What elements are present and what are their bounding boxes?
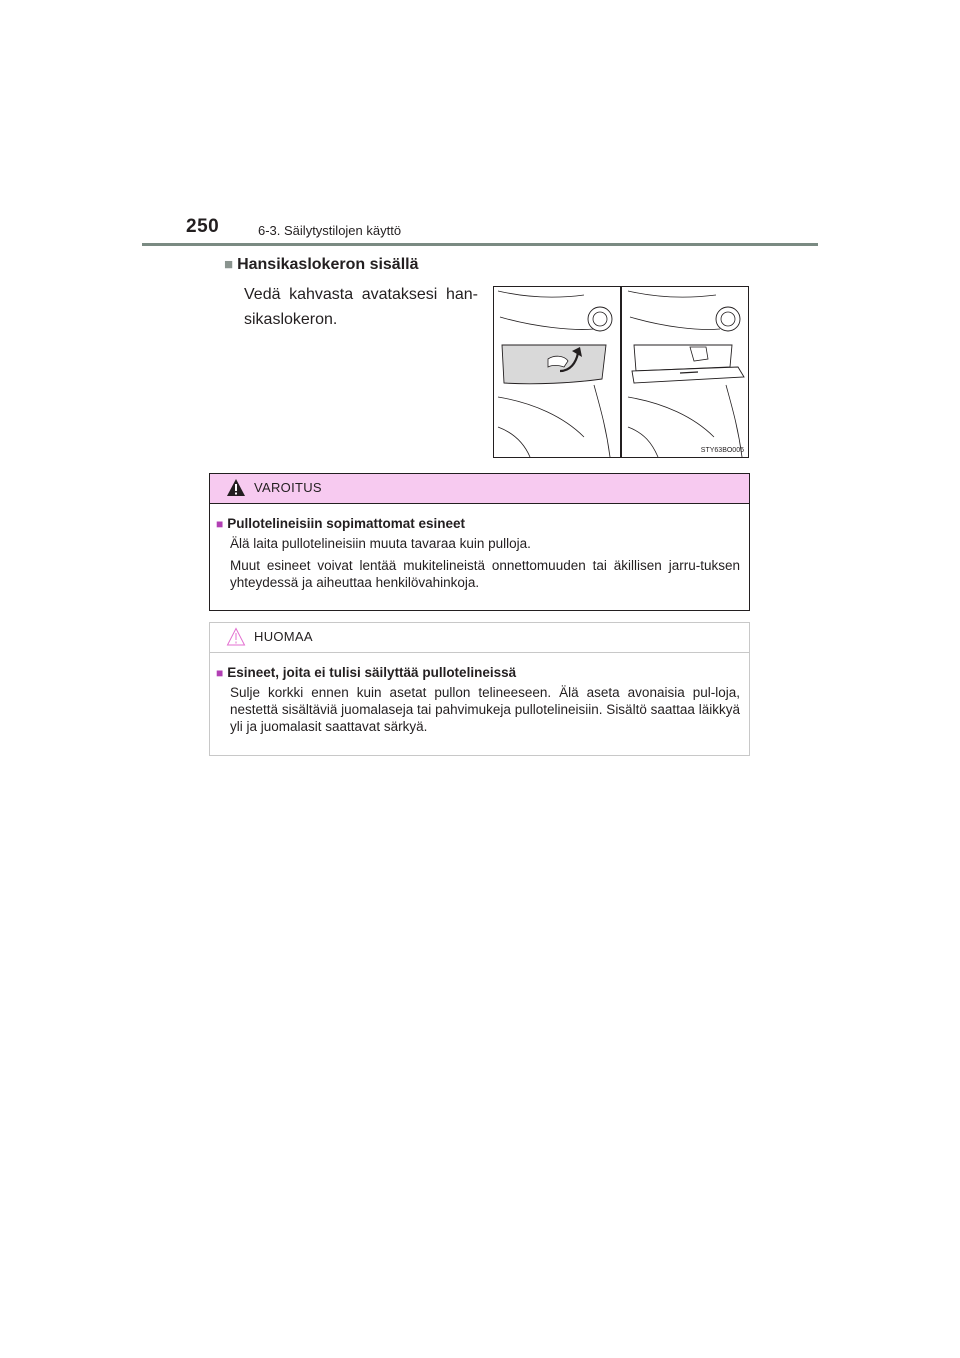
notice-box [209, 622, 750, 756]
warning-box [209, 473, 750, 611]
warning-header [210, 474, 749, 504]
square-bullet-icon: ■ [224, 256, 234, 273]
warning-item-title-text: Pullotelineisiin sopimattomat esineet [227, 516, 466, 531]
warning-label: VAROITUS [254, 480, 322, 495]
figure-code: STY63BO006 [700, 447, 744, 454]
page-number: 250 [186, 216, 220, 237]
header-rule [142, 243, 818, 246]
glovebox-illustration [493, 286, 749, 458]
notice-label: HUOMAA [254, 629, 313, 644]
notice-header [210, 623, 749, 653]
caution-triangle-icon [226, 627, 246, 646]
body-text: Vedä kahvasta avataksesi han-sikaslokeron. [244, 286, 478, 328]
notice-content [216, 664, 740, 735]
notice-item-title [216, 664, 740, 682]
subsection-heading [224, 256, 419, 274]
glovebox-drawing [494, 287, 749, 458]
section-title: 6-3. Säilytystilojen käyttö [258, 223, 402, 238]
warning-item-title [216, 515, 740, 533]
notice-item-title-text: Esineet, joita ei tulisi säilyttää pullotelineissä [227, 665, 517, 680]
notice-paragraph: Sulje korkki ennen kuin asetat pullon telineeseen. Älä aseta avonaisia pul-loja, nestettä sisältäviä juomalaseja tai pahvimukeja pullotelineisiin. Sisältö saattaa läikkyä yli ja juomalasit saattavat särkyä. [230, 685, 740, 734]
warning-triangle-icon [226, 478, 246, 497]
warning-paragraph: Muut esineet voivat lentää mukitelineistä onnettomuuden tai äkillisen jarru-tuksen yhteydessä ja aiheuttaa henkilövahinkoja. [230, 558, 740, 590]
square-bullet-icon: ■ [216, 517, 224, 531]
warning-content [216, 515, 740, 591]
subsection-heading-text: Hansikaslokeron sisällä [237, 256, 419, 273]
warning-paragraph: Älä laita pullotelineisiin muuta tavaraa kuin pulloja. [230, 536, 531, 551]
square-bullet-icon: ■ [216, 666, 224, 680]
